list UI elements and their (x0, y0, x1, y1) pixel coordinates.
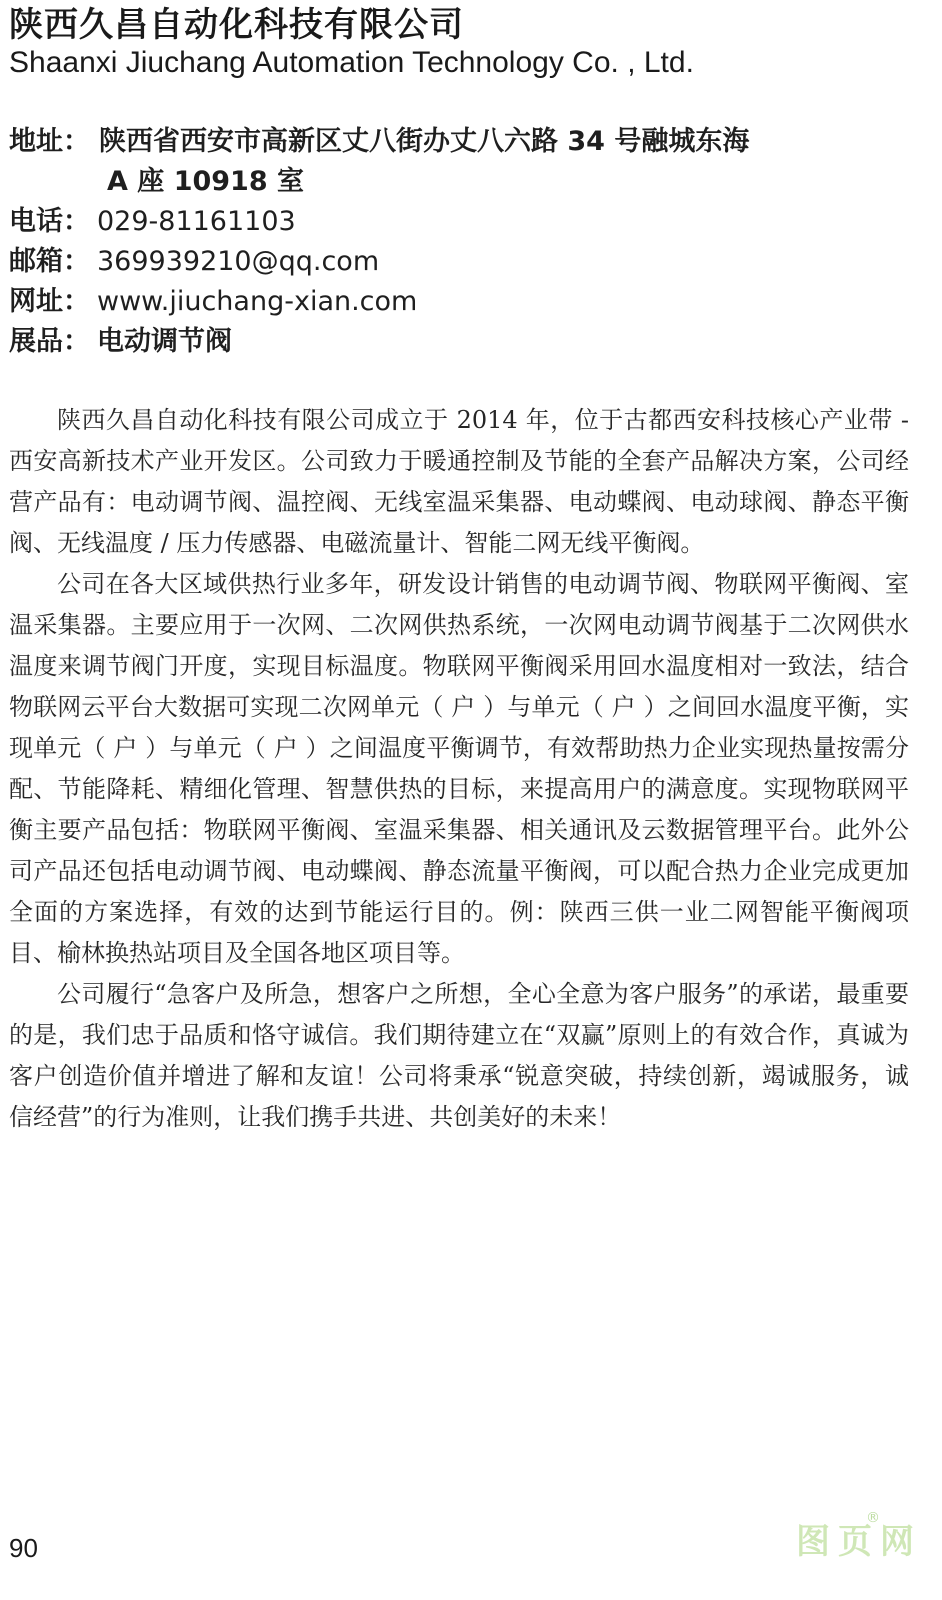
paragraph-commitment: 公司履行“急客户及所急，想客户之所想，全心全意为客户服务”的承诺，最重要的是，我们忠于品质和恪守诚信。我们期待建立在“双赢”原则上的有效合作，真诚为客户创造价值并增进了解和友谊！公司将秉承“锐意突破，持续创新，竭诚服务，诚信经营”的行为准则，让我们携手共进、共创美好的未来！ (9, 980, 909, 1131)
phone-row (9, 202, 919, 242)
website-value: www.jiuchang-xian.com (97, 286, 418, 317)
website-row (9, 282, 919, 322)
email-value: 369939210@qq.com (97, 246, 380, 277)
phone-label: 电话： (9, 206, 90, 237)
email-row (9, 242, 919, 282)
address-label: 地址： (9, 126, 90, 157)
company-name-cn: 陕西久昌自动化科技有限公司 (9, 5, 464, 45)
website-label: 网址： (9, 286, 90, 317)
company-description (9, 400, 909, 1138)
watermark-logo: 图页网 (796, 1522, 922, 1562)
paragraph-intro: 陕西久昌自动化科技有限公司成立于 2014 年，位于古都西安科技核心产业带 - 西安高新技术产业开发区。公司致力于暖通控制及节能的全套产品解决方案，公司经营产品有：电动调节阀、温控阀、无线室温采集器、电动蝶阀、电动球阀、静态平衡阀、无线温度 / 压力传感器、电磁流量计、智能二网无线平衡阀。 (9, 406, 909, 557)
email-label: 邮箱： (9, 246, 90, 277)
exhibit-row (9, 322, 919, 362)
exhibit-value: 电动调节阀 (97, 326, 232, 357)
company-name-en: Shaanxi Jiuchang Automation Technology Co. , Ltd. (9, 46, 694, 79)
address-row (9, 122, 919, 162)
phone-value: 029-81161103 (97, 206, 296, 237)
contact-block (9, 122, 919, 362)
watermark-registered-mark: ® (866, 1510, 880, 1526)
exhibit-label: 展品： (9, 326, 90, 357)
address-value-line2: A 座 10918 室 (107, 166, 305, 197)
paragraph-business: 公司在各大区域供热行业多年，研发设计销售的电动调节阀、物联网平衡阀、室温采集器。主要应用于一次网、二次网供热系统，一次网电动调节阀基于二次网供水温度来调节阀门开度，实现目标温度。物联网平衡阀采用回水温度相对一致法，结合物联网云平台大数据可实现二次网单元（ 户 ）与单元（ 户 ）之间回水温度平衡，实现单元（ 户 ）与单元（ 户 ）之间温度平衡调节，有效帮助热力企业实现热量按需分配、节能降耗、精细化管理、智慧供热的目标，来提高用户的满意度。实现物联网平衡主要产品包括：物联网平衡阀、室温采集器、相关通讯及云数据管理平台。此外公司产品还包括电动调节阀、电动蝶阀、静态流量平衡阀，可以配合热力企业完成更加全面的方案选择，有效的达到节能运行目的。例：陕西三供一业二网智能平衡阀项目、榆林换热站项目及全国各地区项目等。 (9, 570, 909, 967)
page-number: 90 (9, 1533, 38, 1563)
address-value: 陕西省西安市高新区丈八街办丈八六路 34 号融城东海 (99, 126, 750, 157)
address-continuation-row (9, 162, 919, 202)
